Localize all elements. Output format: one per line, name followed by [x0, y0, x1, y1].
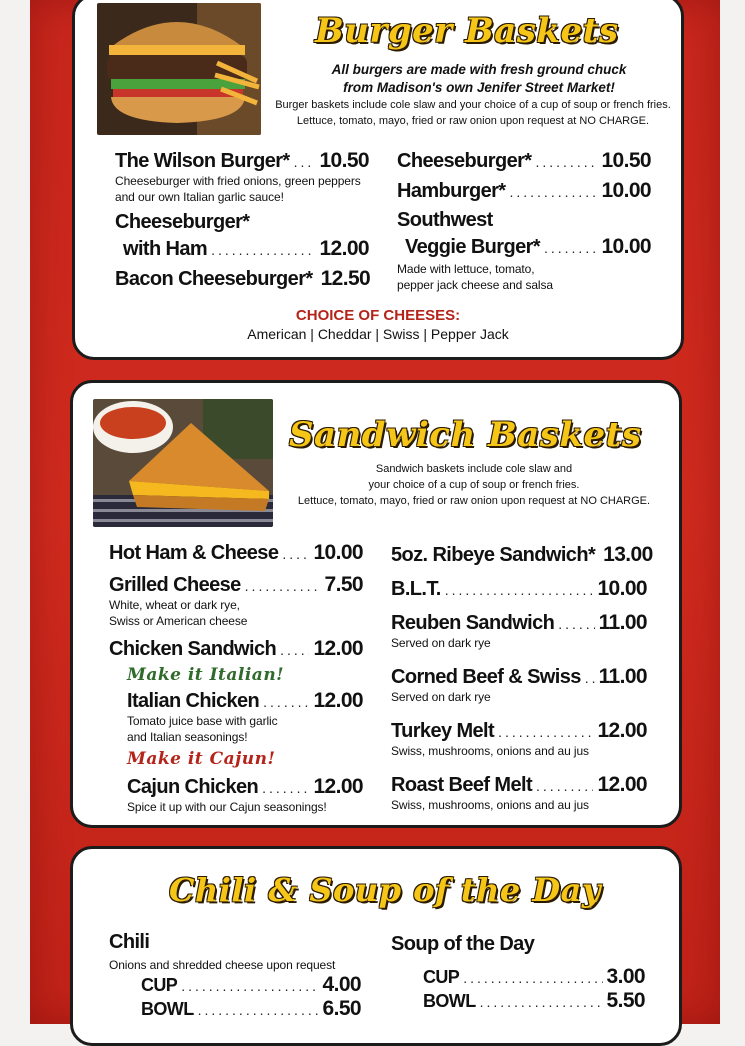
item-desc: Served on dark rye — [391, 690, 491, 704]
chili-soup-panel — [70, 846, 682, 1046]
item-name: Bacon Cheeseburger* — [115, 268, 313, 290]
menu-item-bacon-cheeseburger — [115, 267, 369, 291]
cheese-choices — [75, 307, 681, 342]
item-desc: Served on dark rye — [391, 636, 491, 650]
menu-item-turkey-melt — [391, 719, 647, 759]
menu-item-ribeye-sandwich — [391, 543, 653, 567]
burger-note-line2: Lettuce, tomato, mayo, fried or raw onion upon request at NO CHARGE. — [296, 115, 650, 127]
item-price: 12.00 — [313, 689, 363, 712]
item-price: 10.00 — [601, 179, 651, 202]
item-name-line1: Southwest — [397, 209, 493, 231]
item-desc: Cheeseburger with fried onions, green peppers — [115, 174, 361, 188]
item-price: 13.00 — [603, 543, 653, 566]
item-name: Veggie Burger* — [405, 236, 540, 258]
item-name: CUP — [141, 975, 178, 995]
item-name: Italian Chicken — [127, 690, 260, 712]
item-name: Corned Beef & Swiss — [391, 666, 581, 688]
chili-desc: Onions and shredded cheese upon request — [109, 958, 336, 972]
chili-cup — [141, 973, 361, 997]
make-it-cajun: Make it Cajun! — [127, 749, 276, 769]
grilled-cheese-photo — [93, 399, 273, 527]
item-price: 6.50 — [322, 997, 361, 1020]
chili-heading: Chili — [109, 931, 150, 953]
item-name: BOWL — [423, 991, 476, 1011]
item-name: B.L.T. — [391, 578, 441, 600]
sandwich-note-line3: Lettuce, tomato, mayo, fried or raw onion upon request at NO CHARGE. — [297, 495, 651, 507]
item-price: 11.00 — [598, 665, 647, 688]
item-price: 10.50 — [601, 149, 651, 172]
item-price: 12.00 — [597, 773, 647, 796]
item-name: Cajun Chicken — [127, 776, 259, 798]
burger-photo — [97, 3, 261, 135]
menu-item-wilson-burger — [115, 149, 369, 205]
burger-note — [263, 97, 683, 129]
item-price: 10.00 — [601, 235, 651, 258]
item-price: 4.00 — [322, 973, 361, 996]
item-desc: Tomato juice base with garlic — [127, 714, 278, 728]
cheese-list: American | Cheddar | Swiss | Pepper Jack — [247, 326, 509, 342]
burger-intro — [275, 61, 683, 97]
menu-item-cheeseburger — [397, 149, 651, 173]
chili-soup-title: Chili & Soup of the Day — [169, 871, 601, 909]
item-name: BOWL — [141, 999, 194, 1019]
item-name: Chicken Sandwich — [109, 638, 277, 660]
item-name: with Ham — [123, 238, 208, 260]
item-price: 12.00 — [313, 775, 363, 798]
sandwich-note — [273, 461, 675, 509]
item-desc: pepper jack cheese and salsa — [397, 278, 553, 292]
menu-item-reuben-sandwich — [391, 611, 647, 651]
item-price: 12.00 — [319, 237, 369, 260]
item-name: Hamburger* — [397, 180, 506, 202]
sandwich-note-line2: your choice of a cup of soup or french fries. — [368, 479, 580, 491]
item-price: 10.50 — [319, 149, 369, 172]
sandwich-baskets-title: Sandwich Baskets — [289, 415, 642, 455]
item-desc: Swiss, mushrooms, onions and au jus — [391, 744, 589, 758]
menu-item-hot-ham-cheese — [109, 541, 363, 565]
burger-intro-line1: All burgers are made with fresh ground chuck — [331, 62, 627, 77]
item-desc: Swiss, mushrooms, onions and au jus — [391, 798, 589, 812]
item-desc: and our own Italian garlic sauce! — [115, 190, 284, 204]
menu-item-grilled-cheese — [109, 573, 363, 629]
menu-item-southwest-desc — [397, 261, 553, 293]
burger-note-line1: Burger baskets include cole slaw and your choice of a cup of soup or french fries. — [275, 99, 671, 111]
item-name: The Wilson Burger* — [115, 150, 290, 172]
menu-item-cheeseburger-with-ham — [123, 237, 369, 261]
soup-bowl — [423, 989, 645, 1013]
sandwich-note-line1: Sandwich baskets include cole slaw and — [375, 463, 573, 475]
item-price: 10.00 — [313, 541, 363, 564]
soup-cup — [423, 965, 645, 989]
menu-item-southwest-veggie-burger — [405, 235, 651, 259]
item-price: 5.50 — [606, 989, 645, 1012]
menu-item-corned-beef-swiss — [391, 665, 647, 705]
item-desc: Swiss or American cheese — [109, 614, 248, 628]
item-name: Grilled Cheese — [109, 574, 241, 596]
item-desc: White, wheat or dark rye, — [109, 598, 240, 612]
menu-item-italian-chicken — [127, 689, 363, 745]
item-price: 11.00 — [598, 611, 647, 634]
item-name-line1: Cheeseburger* — [115, 211, 250, 233]
menu-item-chicken-sandwich — [109, 637, 363, 661]
item-desc: Made with lettuce, tomato, — [397, 262, 535, 276]
item-price: 12.00 — [597, 719, 647, 742]
menu-item-roast-beef-melt — [391, 773, 647, 813]
item-price: 12.00 — [313, 637, 363, 660]
burger-intro-line2: from Madison's own Jenifer Street Market! — [343, 80, 615, 95]
item-name: Turkey Melt — [391, 720, 495, 742]
item-price: 10.00 — [597, 577, 647, 600]
item-price: 12.50 — [320, 267, 371, 290]
sandwich-baskets-panel — [70, 380, 682, 828]
item-name: Roast Beef Melt — [391, 774, 533, 796]
item-name: 5oz. Ribeye Sandwich* — [391, 544, 596, 566]
menu-item-blt — [391, 577, 647, 601]
make-it-italian: Make it Italian! — [127, 665, 285, 685]
item-name: Hot Ham & Cheese — [109, 542, 279, 564]
burger-baskets-title: Burger Baskets — [315, 11, 619, 51]
item-desc: and Italian seasonings! — [127, 730, 248, 744]
burger-baskets-panel — [72, 0, 684, 360]
chili-bowl — [141, 997, 361, 1021]
menu-item-cajun-chicken — [127, 775, 363, 815]
soup-heading: Soup of the Day — [391, 933, 535, 955]
menu-item-hamburger — [397, 179, 651, 203]
item-name: CUP — [423, 967, 460, 987]
item-price: 7.50 — [324, 573, 363, 596]
item-name: Reuben Sandwich — [391, 612, 555, 634]
item-name: Cheeseburger* — [397, 150, 532, 172]
cheese-title: CHOICE OF CHEESES: — [295, 307, 461, 324]
item-desc: Spice it up with our Cajun seasonings! — [127, 800, 327, 814]
item-price: 3.00 — [606, 965, 645, 988]
